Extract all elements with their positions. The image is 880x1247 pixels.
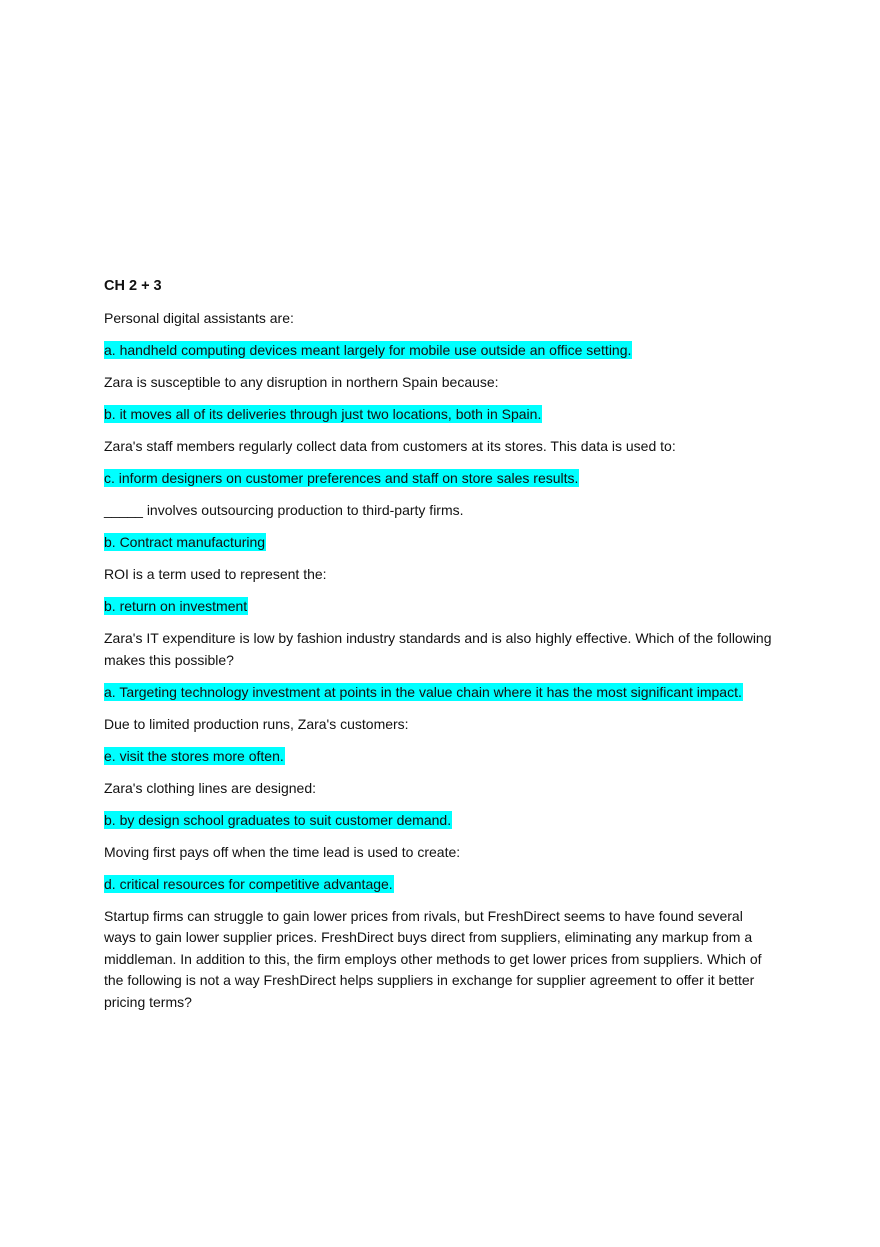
answer-line [104, 340, 776, 362]
answer-line [104, 810, 776, 832]
question-text: Zara is susceptible to any disruption in northern Spain because: [104, 374, 499, 390]
question-text: Zara's staff members regularly collect data from customers at its stores. This data is used to: [104, 438, 676, 454]
highlighted-answer: b. by design school graduates to suit customer demand. [104, 811, 452, 828]
answer-line [104, 596, 776, 618]
highlighted-answer: a. handheld computing devices meant largely for mobile use outside an office setting. [104, 342, 632, 358]
highlighted-answer: b. Contract manufacturing [104, 534, 266, 550]
chapter-heading: CH 2 + 3 [104, 278, 162, 294]
highlighted-answer: b. return on investment [104, 598, 248, 614]
question-text: Moving first pays off when the time lead is used to create: [104, 843, 461, 860]
question-text: Due to limited production runs, Zara's customers: [104, 715, 409, 732]
highlighted-answer: d. critical resources for competitive advantage. [104, 875, 393, 892]
answer-line [104, 682, 776, 704]
answer-line [104, 404, 776, 426]
highlighted-answer: b. it moves all of its deliveries through just two locations, both in Spain. [104, 406, 542, 422]
final-question-text: Startup firms can struggle to gain lower prices from rivals, but FreshDirect seems to have found several ways to gain lower supplier prices. FreshDirect buys direct from suppliers, eliminating any markup from a middleman. In addition to this, the firm employs other methods to get lower prices from suppliers. Which of the following is not a way FreshDirect helps suppliers in exchange for supplier agreement to offer it better pricing terms? [104, 907, 762, 1010]
question-text: Zara's clothing lines are designed: [104, 779, 317, 796]
highlighted-answer: c. inform designers on customer preferences and staff on store sales results. [104, 470, 579, 486]
highlighted-answer: a. Targeting technology investment at points in the value chain where it has the most significant impact. [104, 683, 742, 700]
answer-line [104, 874, 776, 896]
document-content [104, 276, 776, 1024]
answer-line [104, 746, 776, 768]
question-text: _____ involves outsourcing production to third-party firms. [104, 502, 464, 518]
question-text: Personal digital assistants are: [104, 310, 294, 326]
answer-line [104, 532, 776, 554]
question-text: Zara's IT expenditure is low by fashion industry standards and is also highly effective. Which of the following makes this possible? [104, 630, 772, 668]
question-text: ROI is a term used to represent the: [104, 566, 327, 582]
answer-line [104, 468, 776, 490]
highlighted-answer: e. visit the stores more often. [104, 747, 284, 764]
